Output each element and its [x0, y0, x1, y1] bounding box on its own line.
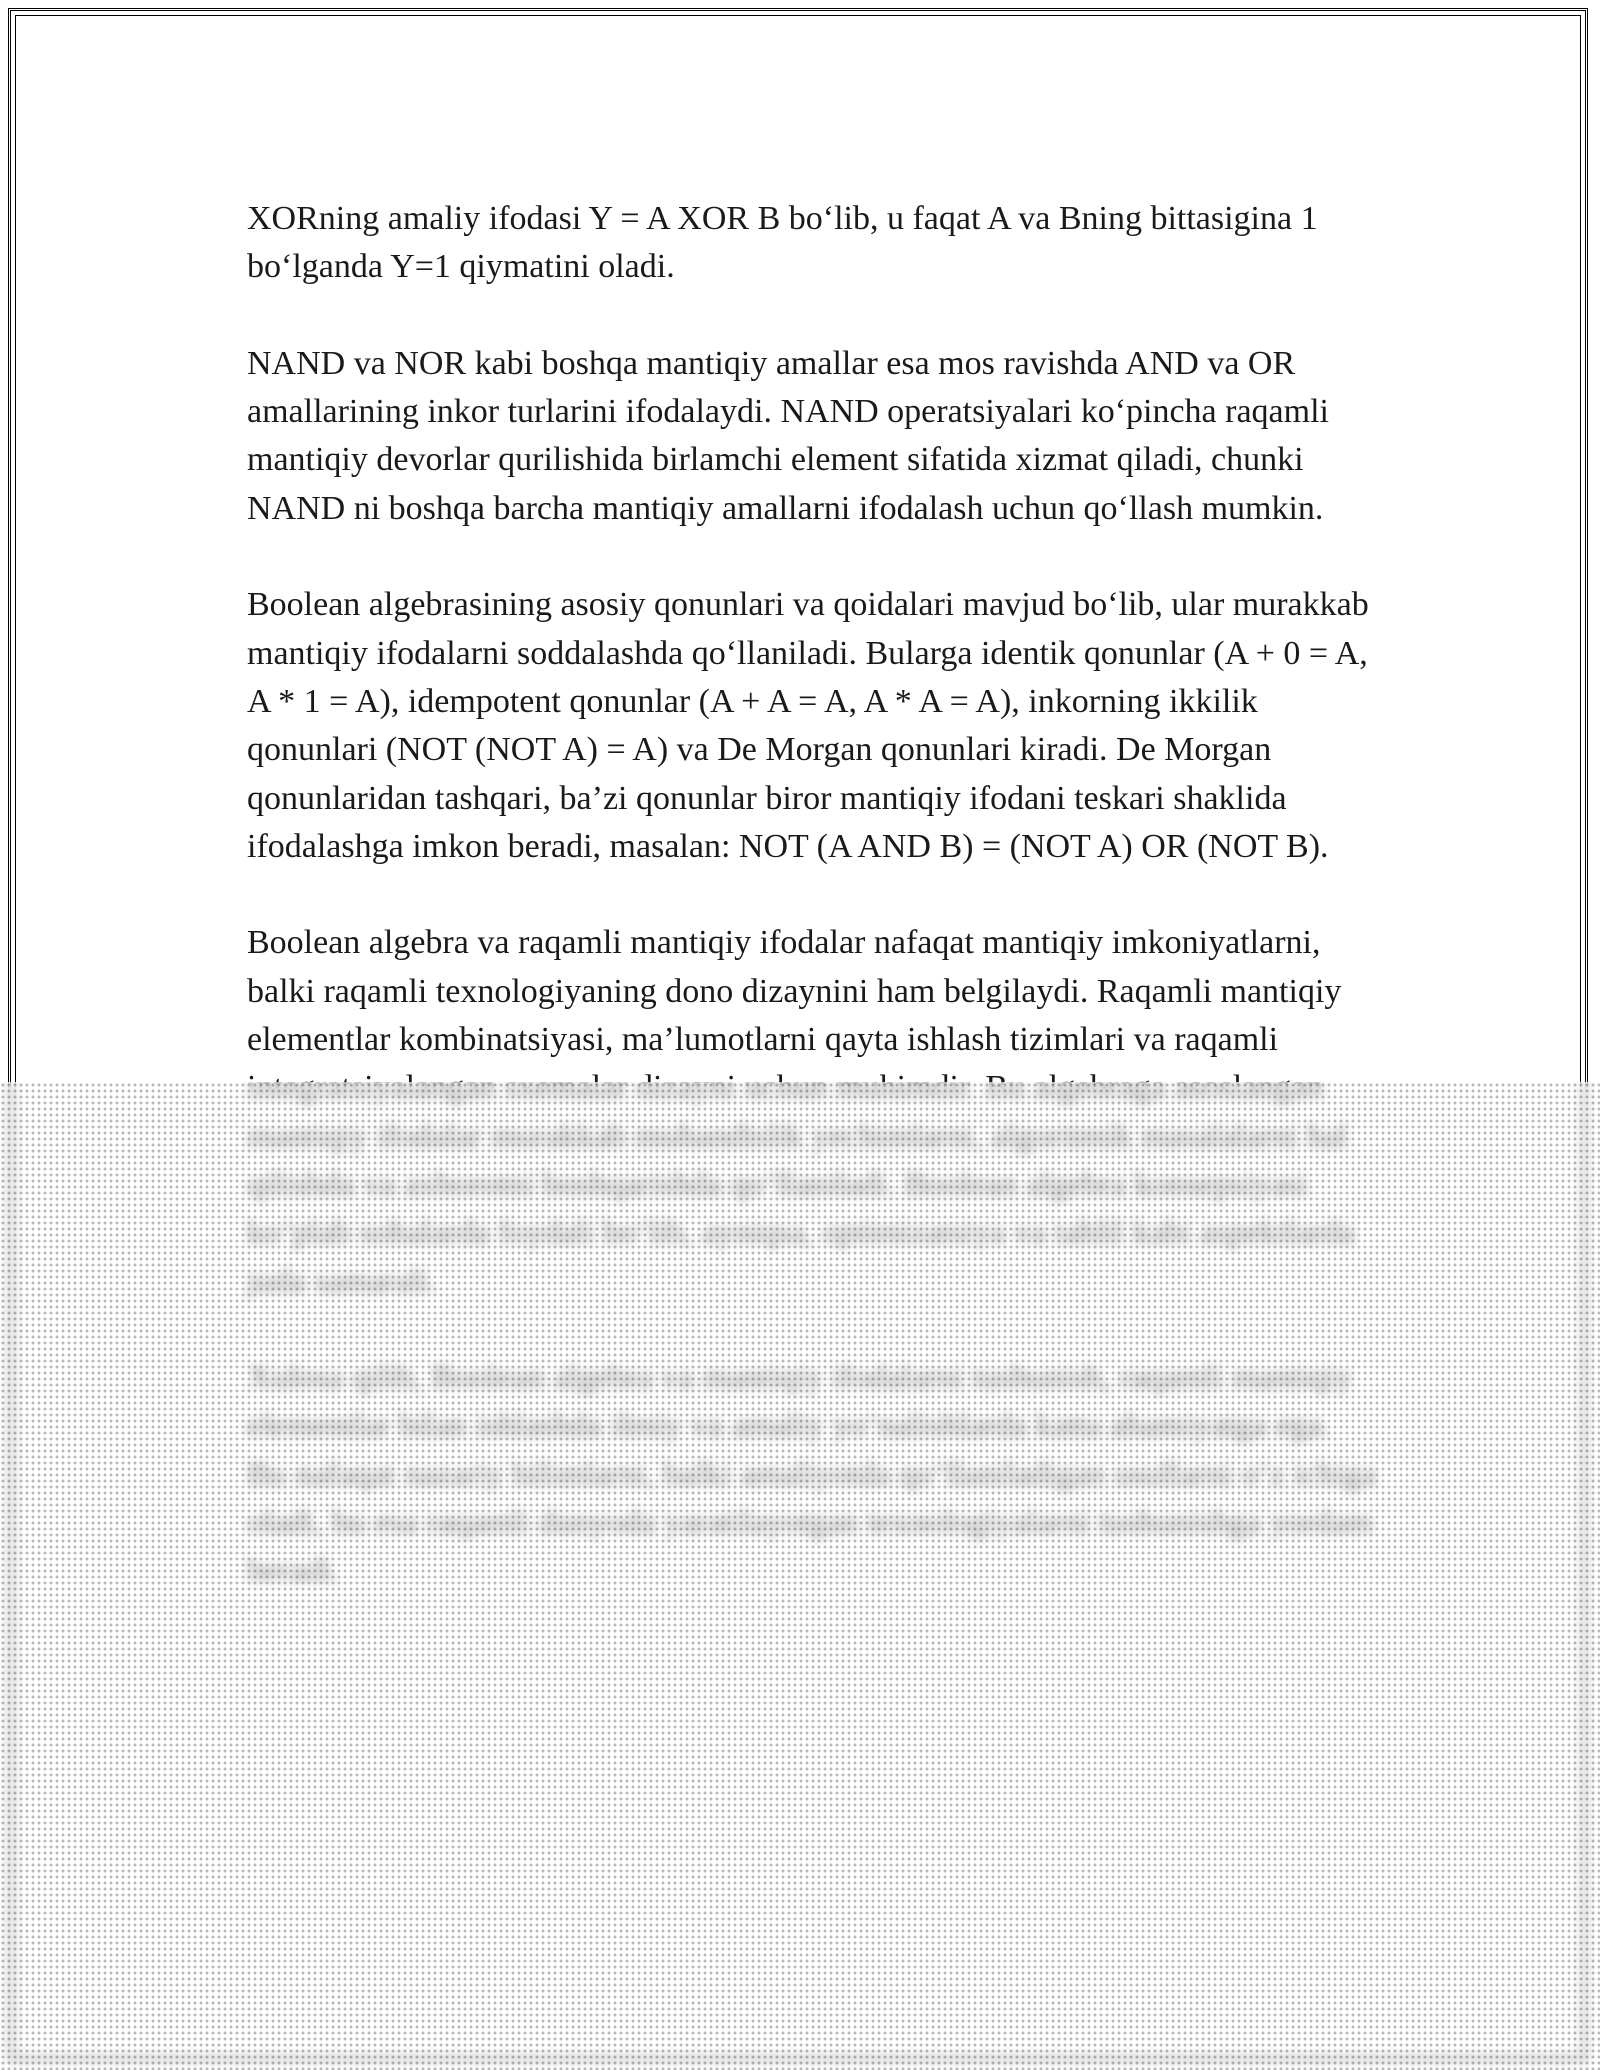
paragraph-digital-design: Boolean algebra va raqamli mantiqiy ifodalar nafaqat mantiqiy imkoniyatlarni, balki raqamli texnologiyaning dono dizaynini ham belgilaydi. Raqamli mantiqiy elementlar kombinatsiyasi, ma’lumotlarni qayta ishlash tizimlari va raqamli	[247, 924, 1342, 1059]
paragraph-xor: XORning amaliy ifodasi Y = A XOR B bo‘lib, u faqat A va Bning bittasigina 1 bo‘lganda Y=1 qiymatini oladi.	[247, 200, 1318, 286]
blurred-preview-overlay	[0, 1082, 1600, 2070]
paragraph-nand-nor: NAND va NOR kabi boshqa mantiqiy amallar esa mos ravishda AND va OR amallarining inkor turlarini ifodalaydi. NAND operatsiyalari ko‘pincha raqamli mantiqiy devorlar qurilishida birlamchi element sifatida xizmat qiladi, chunki NAND ni boshqa barcha mantiqiy amallarni ifodalash uchun qo‘llash mumkin.	[247, 344, 1329, 527]
paragraph-boolean-laws: Boolean algebrasining asosiy qonunlari va qoidalari mavjud bo‘lib, ular murakkab mantiqiy ifodalarni soddalashda qo‘llaniladi. Bularga identik qonunlar (A + 0 = A, A * 1 = A), idempotent qonunlar (A + A = A, A * A = A), inkorning ikkilik qonunlari (NOT (NOT A) = A) va De Morgan qonunlari kiradi. De Morgan qonunlaridan tashqari, ba’zi qonunlar biror mantiqiy ifodani teskari shaklida ifodalashga imkon beradi, masalan: NOT (A AND B) = (NOT A) OR (NOT B).	[247, 586, 1369, 865]
